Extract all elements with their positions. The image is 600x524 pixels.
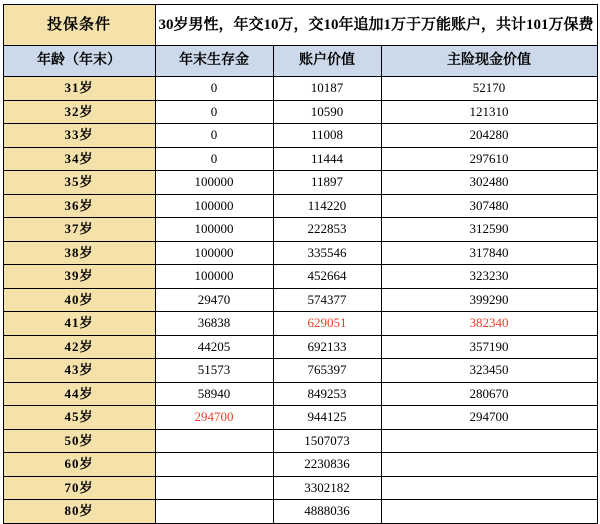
table-column-header-row bbox=[3, 46, 597, 77]
cell-age: 31岁 bbox=[3, 77, 155, 101]
cell-age: 42岁 bbox=[3, 335, 155, 359]
table-row bbox=[3, 218, 597, 242]
cell-age: 33岁 bbox=[3, 124, 155, 148]
cell-cash-value bbox=[381, 429, 597, 453]
cell-survival-benefit: 0 bbox=[155, 124, 273, 148]
cell-age: 37岁 bbox=[3, 218, 155, 242]
cell-age: 41岁 bbox=[3, 312, 155, 336]
cell-survival-benefit: 36838 bbox=[155, 312, 273, 336]
cell-age: 34岁 bbox=[3, 147, 155, 171]
cell-account-value: 574377 bbox=[273, 288, 381, 312]
cell-survival-benefit: 294700 bbox=[155, 406, 273, 430]
cell-survival-benefit: 100000 bbox=[155, 171, 273, 195]
table-row bbox=[3, 124, 597, 148]
cell-cash-value: 121310 bbox=[381, 100, 597, 124]
benefit-table bbox=[3, 4, 598, 524]
cell-account-value: 2230836 bbox=[273, 453, 381, 477]
cell-account-value: 1507073 bbox=[273, 429, 381, 453]
cell-account-value: 944125 bbox=[273, 406, 381, 430]
cell-survival-benefit: 58940 bbox=[155, 382, 273, 406]
cell-age: 32岁 bbox=[3, 100, 155, 124]
cell-cash-value: 307480 bbox=[381, 194, 597, 218]
table-header-top-row bbox=[3, 5, 597, 46]
cell-cash-value: 382340 bbox=[381, 312, 597, 336]
cell-cash-value: 297610 bbox=[381, 147, 597, 171]
cell-survival-benefit: 0 bbox=[155, 77, 273, 101]
policy-condition-title: 投保条件 bbox=[3, 5, 155, 46]
cell-account-value: 11897 bbox=[273, 171, 381, 195]
cell-account-value: 114220 bbox=[273, 194, 381, 218]
cell-account-value: 4888036 bbox=[273, 500, 381, 524]
cell-survival-benefit bbox=[155, 429, 273, 453]
cell-survival-benefit: 0 bbox=[155, 147, 273, 171]
cell-age: 35岁 bbox=[3, 171, 155, 195]
table-row bbox=[3, 335, 597, 359]
cell-account-value: 3302182 bbox=[273, 476, 381, 500]
cell-cash-value: 204280 bbox=[381, 124, 597, 148]
cell-age: 45岁 bbox=[3, 406, 155, 430]
cell-age: 36岁 bbox=[3, 194, 155, 218]
cell-survival-benefit bbox=[155, 500, 273, 524]
cell-cash-value bbox=[381, 500, 597, 524]
cell-cash-value: 294700 bbox=[381, 406, 597, 430]
cell-age: 44岁 bbox=[3, 382, 155, 406]
table-row bbox=[3, 241, 597, 265]
table-row bbox=[3, 100, 597, 124]
column-header-age: 年龄（年末） bbox=[3, 46, 155, 77]
table-row bbox=[3, 147, 597, 171]
cell-survival-benefit: 100000 bbox=[155, 241, 273, 265]
table-row bbox=[3, 429, 597, 453]
cell-cash-value: 399290 bbox=[381, 288, 597, 312]
cell-age: 50岁 bbox=[3, 429, 155, 453]
cell-cash-value: 312590 bbox=[381, 218, 597, 242]
cell-cash-value: 52170 bbox=[381, 77, 597, 101]
cell-age: 60岁 bbox=[3, 453, 155, 477]
cell-survival-benefit: 100000 bbox=[155, 194, 273, 218]
cell-account-value: 11008 bbox=[273, 124, 381, 148]
table-row bbox=[3, 171, 597, 195]
cell-account-value: 335546 bbox=[273, 241, 381, 265]
cell-cash-value bbox=[381, 453, 597, 477]
cell-cash-value: 317840 bbox=[381, 241, 597, 265]
cell-age: 80岁 bbox=[3, 500, 155, 524]
cell-cash-value bbox=[381, 476, 597, 500]
cell-cash-value: 302480 bbox=[381, 171, 597, 195]
cell-survival-benefit: 29470 bbox=[155, 288, 273, 312]
cell-survival-benefit: 44205 bbox=[155, 335, 273, 359]
cell-survival-benefit bbox=[155, 476, 273, 500]
table-row bbox=[3, 312, 597, 336]
column-header-survival-benefit: 年末生存金 bbox=[155, 46, 273, 77]
table-body bbox=[3, 5, 597, 524]
cell-survival-benefit: 0 bbox=[155, 100, 273, 124]
table-row bbox=[3, 77, 597, 101]
cell-account-value: 452664 bbox=[273, 265, 381, 289]
table-row bbox=[3, 288, 597, 312]
policy-condition-description: 30岁男性，年交10万，交10年追加1万于万能账户，共计101万保费 bbox=[155, 5, 597, 46]
cell-age: 70岁 bbox=[3, 476, 155, 500]
cell-survival-benefit: 51573 bbox=[155, 359, 273, 383]
table-row bbox=[3, 476, 597, 500]
cell-age: 40岁 bbox=[3, 288, 155, 312]
column-header-cash-value: 主险现金价值 bbox=[381, 46, 597, 77]
cell-account-value: 765397 bbox=[273, 359, 381, 383]
cell-account-value: 11444 bbox=[273, 147, 381, 171]
cell-cash-value: 323230 bbox=[381, 265, 597, 289]
cell-cash-value: 323450 bbox=[381, 359, 597, 383]
cell-age: 38岁 bbox=[3, 241, 155, 265]
cell-age: 39岁 bbox=[3, 265, 155, 289]
table-row bbox=[3, 453, 597, 477]
cell-cash-value: 280670 bbox=[381, 382, 597, 406]
column-header-account-value: 账户价值 bbox=[273, 46, 381, 77]
cell-account-value: 222853 bbox=[273, 218, 381, 242]
cell-age: 43岁 bbox=[3, 359, 155, 383]
cell-account-value: 692133 bbox=[273, 335, 381, 359]
table-row bbox=[3, 500, 597, 524]
cell-account-value: 629051 bbox=[273, 312, 381, 336]
table-row bbox=[3, 359, 597, 383]
table-row bbox=[3, 406, 597, 430]
cell-survival-benefit bbox=[155, 453, 273, 477]
cell-account-value: 849253 bbox=[273, 382, 381, 406]
table-row bbox=[3, 265, 597, 289]
cell-account-value: 10590 bbox=[273, 100, 381, 124]
cell-cash-value: 357190 bbox=[381, 335, 597, 359]
cell-account-value: 10187 bbox=[273, 77, 381, 101]
table-row bbox=[3, 194, 597, 218]
cell-survival-benefit: 100000 bbox=[155, 218, 273, 242]
table-row bbox=[3, 382, 597, 406]
cell-survival-benefit: 100000 bbox=[155, 265, 273, 289]
